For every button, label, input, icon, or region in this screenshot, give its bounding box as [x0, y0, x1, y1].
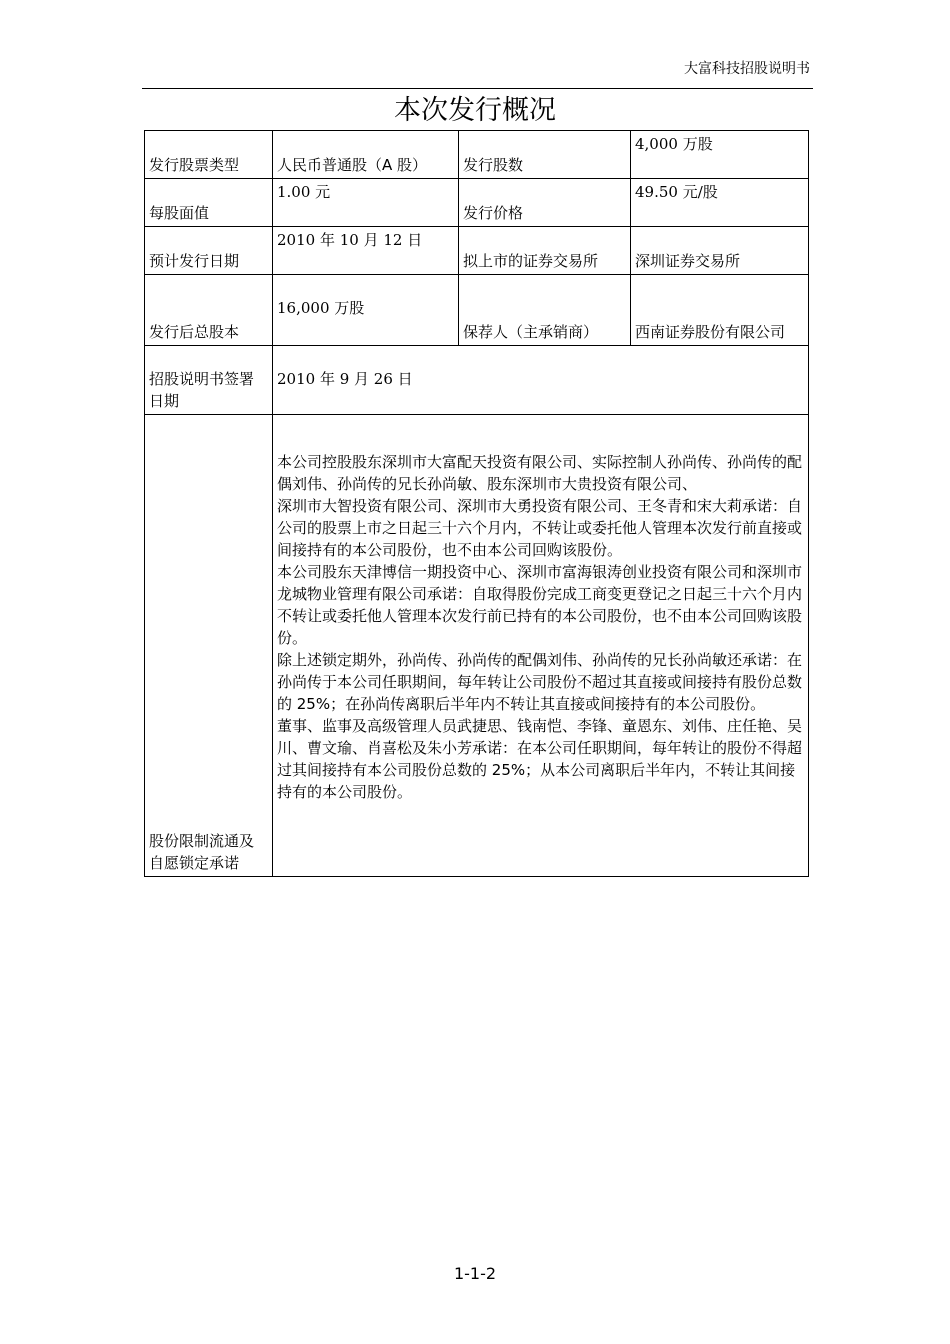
value-cell: 16,000 万股 — [273, 275, 459, 346]
table-row — [145, 346, 809, 415]
label-cell: 发行价格 — [459, 179, 631, 227]
lockup-commitment-text — [273, 415, 809, 877]
commitment-paragraph: 董事、监事及高级管理人员武捷思、钱南恺、李锋、童恩东、刘伟、庄任艳、吴川、曹文瑜、肖喜松及朱小芳承诺：在本公司任职期间，每年转让的股份不得超过其间接持有本公司股份总数的 25%；从本公司离职后半年内，不转让其间接持有的本公司股份。 — [277, 717, 803, 801]
page-title: 本次发行概况 — [394, 95, 556, 126]
label-cell: 发行后总股本 — [145, 275, 273, 346]
value-cell: 西南证券股份有限公司 — [631, 275, 809, 346]
label-cell: 预计发行日期 — [145, 227, 273, 275]
value-cell: 1.00 元 — [273, 179, 459, 227]
label-cell: 发行股票类型 — [145, 131, 273, 179]
label-cell: 招股说明书签署日期 — [145, 346, 273, 415]
commitment-paragraph: 本公司股东天津博信一期投资中心、深圳市富海银涛创业投资有限公司和深圳市龙城物业管理有限公司承诺：自取得股份完成工商变更登记之日起三十六个月内不转让或委托他人管理本次发行前已持有的本公司股份，也不由本公司回购该股份。 — [277, 563, 803, 647]
table-row — [145, 179, 809, 227]
offering-overview-table — [144, 130, 809, 877]
page-number: 1-1-2 — [453, 1264, 497, 1283]
table-row — [145, 131, 809, 179]
commitment-paragraph: 深圳市大智投资有限公司、深圳市大勇投资有限公司、王冬青和宋大莉承诺：自公司的股票上市之日起三十六个月内，不转让或委托他人管理本次发行前直接或间接持有的本公司股份，也不由本公司回购该股份。 — [277, 497, 803, 559]
label-cell: 拟上市的证券交易所 — [459, 227, 631, 275]
label-cell: 股份限制流通及自愿锁定承诺 — [145, 415, 273, 877]
label-cell: 每股面值 — [145, 179, 273, 227]
commitment-paragraph: 除上述锁定期外，孙尚传、孙尚传的配偶刘伟、孙尚传的兄长孙尚敏还承诺：在孙尚传于本公司任职期间，每年转让公司股份不超过其直接或间接持有股份总数的 25%；在孙尚传离职后半年内不转让其直接或间接持有的本公司股份。 — [277, 651, 803, 713]
value-cell: 2010 年 10 月 12 日 — [273, 227, 459, 275]
sign-date-value: 2010 年 9 月 26 日 — [273, 346, 809, 415]
commitment-paragraph: 本公司控股股东深圳市大富配天投资有限公司、实际控制人孙尚传、孙尚传的配偶刘伟、孙尚传的兄长孙尚敏、股东深圳市大贵投资有限公司、 — [277, 453, 803, 493]
document-header-title: 大富科技招股说明书 — [684, 61, 810, 77]
header-divider — [142, 88, 813, 89]
value-cell: 人民币普通股（A 股） — [273, 131, 459, 179]
label-cell: 保荐人（主承销商） — [459, 275, 631, 346]
table-row — [145, 415, 809, 877]
table-row — [145, 275, 809, 346]
label-cell: 发行股数 — [459, 131, 631, 179]
table-row — [145, 227, 809, 275]
value-cell: 4,000 万股 — [631, 131, 809, 179]
value-cell: 深圳证券交易所 — [631, 227, 809, 275]
value-cell: 49.50 元/股 — [631, 179, 809, 227]
